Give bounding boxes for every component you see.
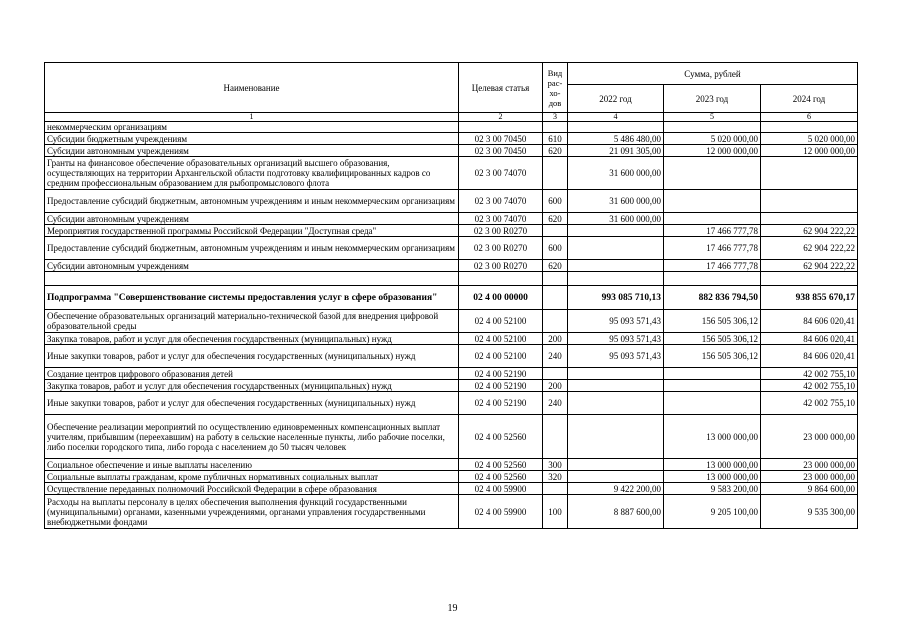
row-amount-2022: 8 887 600,00	[568, 495, 664, 529]
row-expense-type	[543, 225, 568, 237]
table-row	[45, 213, 858, 225]
table-row	[45, 133, 858, 145]
row-amount-2022: 95 093 571,43	[568, 333, 664, 345]
row-amount-2023: 13 000 000,00	[664, 459, 761, 471]
header-article: Целевая статья	[459, 63, 543, 113]
row-amount-2023: 156 505 306,12	[664, 345, 761, 368]
row-name	[45, 272, 459, 286]
header-sum: Сумма, рублей	[568, 63, 858, 85]
row-amount-2024	[761, 190, 858, 213]
header-year-2024: 2024 год	[761, 85, 858, 113]
row-amount-2023: 156 505 306,12	[664, 310, 761, 333]
table-row	[45, 237, 858, 260]
row-amount-2022	[568, 471, 664, 483]
row-amount-2024: 84 606 020,41	[761, 333, 858, 345]
row-amount-2024: 62 904 222,22	[761, 260, 858, 272]
row-amount-2024: 42 002 755,10	[761, 368, 858, 380]
row-amount-2022: 95 093 571,43	[568, 310, 664, 333]
row-amount-2023: 17 466 777,78	[664, 260, 761, 272]
row-amount-2024: 12 000 000,00	[761, 145, 858, 157]
row-name: Закупка товаров, работ и услуг для обеспечения государственных (муниципальных) нужд	[45, 333, 459, 345]
column-index: 4	[568, 113, 664, 122]
row-amount-2022: 993 085 710,13	[568, 286, 664, 310]
row-name: Субсидии автономным учреждениям	[45, 145, 459, 157]
row-amount-2023: 13 000 000,00	[664, 415, 761, 459]
row-expense-type: 200	[543, 380, 568, 392]
row-expense-type: 620	[543, 213, 568, 225]
row-amount-2022	[568, 237, 664, 260]
row-target-article: 02 3 00 R0270	[459, 237, 543, 260]
row-target-article: 02 3 00 74070	[459, 157, 543, 190]
row-amount-2022: 31 600 000,00	[568, 157, 664, 190]
row-amount-2023	[664, 272, 761, 286]
row-amount-2023: 9 205 100,00	[664, 495, 761, 529]
row-amount-2023	[664, 380, 761, 392]
row-amount-2024: 9 535 300,00	[761, 495, 858, 529]
row-amount-2022	[568, 368, 664, 380]
row-name: некоммерческим организациям	[45, 122, 459, 133]
row-name: Субсидии автономным учреждениям	[45, 260, 459, 272]
row-amount-2023	[664, 122, 761, 133]
table-row	[45, 415, 858, 459]
row-target-article: 02 3 00 70450	[459, 145, 543, 157]
table-row	[45, 333, 858, 345]
row-target-article: 02 4 00 52190	[459, 392, 543, 415]
row-name: Расходы на выплаты персоналу в целях обеспечения выполнения функций государственными (муниципальными) органами, казенными учреждениями, органами управления государственными внебюджетными фондами	[45, 495, 459, 529]
row-target-article: 02 4 00 59900	[459, 495, 543, 529]
row-name: Предоставление субсидий бюджетным, автономным учреждениям и иным некоммерческим организациям	[45, 237, 459, 260]
row-amount-2024: 23 000 000,00	[761, 459, 858, 471]
table-row	[45, 459, 858, 471]
row-target-article: 02 4 00 52560	[459, 459, 543, 471]
row-amount-2024: 84 606 020,41	[761, 310, 858, 333]
row-name: Обеспечение реализации мероприятий по осуществлению единовременных компенсационных выплат учителям, прибывшим (переехавшим) на работу в сельские населенные пункты, либо рабочие поселки, либо поселки городского типа, либо города с населением до 50 тысяч человек	[45, 415, 459, 459]
row-amount-2022	[568, 122, 664, 133]
row-name: Обеспечение образовательных организаций материально-технической базой для внедрения цифровой образовательной среды	[45, 310, 459, 333]
row-expense-type: 600	[543, 190, 568, 213]
row-name: Социальные выплаты гражданам, кроме публичных нормативных социальных выплат	[45, 471, 459, 483]
row-amount-2024: 5 020 000,00	[761, 133, 858, 145]
row-name: Создание центров цифрового образования детей	[45, 368, 459, 380]
table-row	[45, 483, 858, 495]
row-expense-type: 200	[543, 333, 568, 345]
row-name: Предоставление субсидий бюджетным, автономным учреждениям и иным некоммерческим организациям	[45, 190, 459, 213]
row-amount-2022: 31 600 000,00	[568, 213, 664, 225]
table-row	[45, 345, 858, 368]
table-row	[45, 310, 858, 333]
row-target-article	[459, 272, 543, 286]
table-row	[45, 392, 858, 415]
row-amount-2023: 882 836 794,50	[664, 286, 761, 310]
table-row	[45, 380, 858, 392]
row-target-article: 02 4 00 52560	[459, 471, 543, 483]
row-expense-type	[543, 415, 568, 459]
row-amount-2022	[568, 260, 664, 272]
row-amount-2023: 13 000 000,00	[664, 471, 761, 483]
column-index: 5	[664, 113, 761, 122]
table-row	[45, 122, 858, 133]
row-amount-2022	[568, 225, 664, 237]
table-body	[45, 122, 858, 529]
row-amount-2024	[761, 157, 858, 190]
row-amount-2023: 17 466 777,78	[664, 225, 761, 237]
row-name: Иные закупки товаров, работ и услуг для обеспечения государственных (муниципальных) нужд	[45, 392, 459, 415]
row-name: Иные закупки товаров, работ и услуг для обеспечения государственных (муниципальных) нужд	[45, 345, 459, 368]
row-amount-2023	[664, 157, 761, 190]
row-amount-2024: 84 606 020,41	[761, 345, 858, 368]
row-expense-type: 600	[543, 237, 568, 260]
table-row	[45, 145, 858, 157]
row-target-article: 02 4 00 52100	[459, 310, 543, 333]
row-amount-2022: 31 600 000,00	[568, 190, 664, 213]
row-name: Социальное обеспечение и иные выплаты населению	[45, 459, 459, 471]
header-name: Наименование	[45, 63, 459, 113]
row-target-article: 02 4 00 52190	[459, 368, 543, 380]
row-amount-2023: 9 583 200,00	[664, 483, 761, 495]
row-amount-2023	[664, 213, 761, 225]
row-amount-2024: 9 864 600,00	[761, 483, 858, 495]
row-amount-2022: 95 093 571,43	[568, 345, 664, 368]
header-year-2023: 2023 год	[664, 85, 761, 113]
column-index: 6	[761, 113, 858, 122]
row-amount-2024: 23 000 000,00	[761, 415, 858, 459]
row-expense-type	[543, 310, 568, 333]
row-amount-2024	[761, 213, 858, 225]
row-amount-2024: 62 904 222,22	[761, 225, 858, 237]
row-target-article: 02 4 00 52190	[459, 380, 543, 392]
row-expense-type	[543, 157, 568, 190]
row-amount-2022	[568, 272, 664, 286]
table-row	[45, 286, 858, 310]
row-amount-2023: 17 466 777,78	[664, 237, 761, 260]
row-expense-type: 620	[543, 260, 568, 272]
row-target-article: 02 4 00 00000	[459, 286, 543, 310]
row-expense-type: 610	[543, 133, 568, 145]
row-target-article: 02 4 00 52560	[459, 415, 543, 459]
row-name: Подпрограмма "Совершенствование системы предоставления услуг в сфере образования"	[45, 286, 459, 310]
row-expense-type: 320	[543, 471, 568, 483]
row-name: Гранты на финансовое обеспечение образовательных организаций высшего образования, осуществляющих на территории Архангельской области подготовку квалифицированных кадров со средним профессиональным образованием для рыбопромыслового флота	[45, 157, 459, 190]
row-target-article: 02 3 00 R0270	[459, 225, 543, 237]
row-name: Мероприятия государственной программы Российской Федерации "Доступная среда"	[45, 225, 459, 237]
row-target-article: 02 3 00 R0270	[459, 260, 543, 272]
table-row	[45, 190, 858, 213]
row-amount-2023: 5 020 000,00	[664, 133, 761, 145]
row-amount-2023	[664, 368, 761, 380]
row-amount-2022: 9 422 200,00	[568, 483, 664, 495]
row-amount-2022	[568, 380, 664, 392]
row-target-article: 02 3 00 74070	[459, 190, 543, 213]
row-amount-2023	[664, 190, 761, 213]
row-amount-2024: 62 904 222,22	[761, 237, 858, 260]
row-name: Закупка товаров, работ и услуг для обеспечения государственных (муниципальных) нужд	[45, 380, 459, 392]
header-year-2022: 2022 год	[568, 85, 664, 113]
row-expense-type: 240	[543, 345, 568, 368]
row-amount-2024: 42 002 755,10	[761, 380, 858, 392]
row-expense-type	[543, 272, 568, 286]
row-expense-type	[543, 122, 568, 133]
budget-table	[44, 62, 858, 529]
table-row	[45, 495, 858, 529]
row-name: Осуществление переданных полномочий Российской Федерации в сфере образования	[45, 483, 459, 495]
row-amount-2022	[568, 415, 664, 459]
row-expense-type: 620	[543, 145, 568, 157]
row-amount-2024	[761, 272, 858, 286]
row-expense-type: 300	[543, 459, 568, 471]
row-name: Субсидии бюджетным учреждениям	[45, 133, 459, 145]
row-expense-type	[543, 286, 568, 310]
page-number: 19	[447, 603, 458, 614]
table-row	[45, 260, 858, 272]
row-amount-2023	[664, 392, 761, 415]
row-target-article	[459, 122, 543, 133]
table-row	[45, 471, 858, 483]
row-target-article: 02 4 00 52100	[459, 345, 543, 368]
table-row	[45, 225, 858, 237]
row-amount-2024: 42 002 755,10	[761, 392, 858, 415]
row-amount-2022: 5 486 480,00	[568, 133, 664, 145]
row-target-article: 02 4 00 52100	[459, 333, 543, 345]
column-index: 1	[45, 113, 459, 122]
row-amount-2022	[568, 459, 664, 471]
header-vid: Вид рас-хо-дов	[543, 63, 568, 113]
row-target-article: 02 4 00 59900	[459, 483, 543, 495]
table-row	[45, 368, 858, 380]
row-name: Субсидии автономным учреждениям	[45, 213, 459, 225]
row-amount-2023: 12 000 000,00	[664, 145, 761, 157]
row-expense-type: 100	[543, 495, 568, 529]
table-row	[45, 272, 858, 286]
row-target-article: 02 3 00 70450	[459, 133, 543, 145]
table-row	[45, 157, 858, 190]
row-amount-2024: 23 000 000,00	[761, 471, 858, 483]
column-index: 2	[459, 113, 543, 122]
row-amount-2024: 938 855 670,17	[761, 286, 858, 310]
row-expense-type	[543, 368, 568, 380]
row-target-article: 02 3 00 74070	[459, 213, 543, 225]
row-expense-type	[543, 483, 568, 495]
row-amount-2022	[568, 392, 664, 415]
row-expense-type: 240	[543, 392, 568, 415]
row-amount-2024	[761, 122, 858, 133]
column-index: 3	[543, 113, 568, 122]
row-amount-2023: 156 505 306,12	[664, 333, 761, 345]
row-amount-2022: 21 091 305,00	[568, 145, 664, 157]
